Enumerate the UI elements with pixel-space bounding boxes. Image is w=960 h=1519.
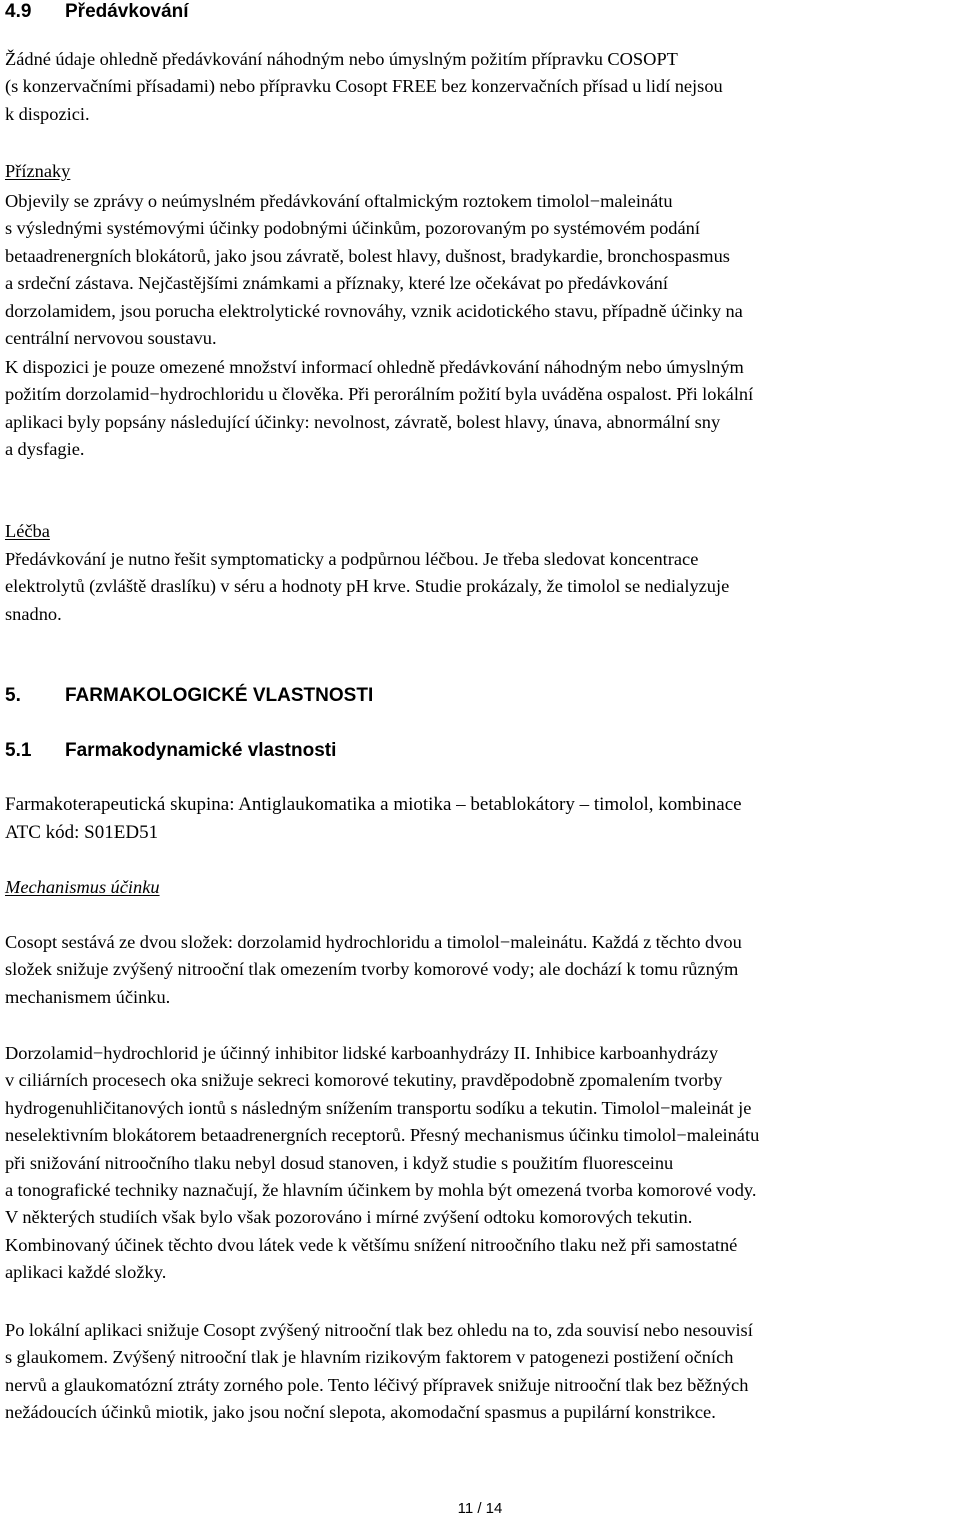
treatment-paragraph: Předávkování je nutno řešit symptomaticky a podpůrnou léčbou. Je třeba sledovat koncentrace elektrolytů (zvláště draslíku) v séru a hodnoty pH krve. Studie prokázaly, že timolol se nedialyzuje snadno. xyxy=(5,549,730,624)
section-number: 5.1 xyxy=(5,740,32,761)
section-5-1-heading xyxy=(5,739,336,763)
section-number: 4.9 xyxy=(5,1,32,22)
mechanism-paragraph-3: Po lokální aplikaci snižuje Cosopt zvýšený nitrooční tlak bez ohledu na to, zda souvisí nebo nesouvisí s glaukomem. Zvýšený nitrooční tlak je hlavním rizikovým faktorem v patogenezi postižení očních nervů a glaukomatózní ztráty zorného pole. Tento léčivý přípravek snižuje nitrooční tlak bez běžných nežádoucích účinků miotik, jako jsou noční slepota, akomodační spasmus a pupilární konstrikce. xyxy=(5,1320,753,1423)
mechanism-subheading: Mechanismus účinku xyxy=(5,877,160,897)
pharmacotherapeutic-group: Farmakoterapeutická skupina: Antiglaukomatika a miotika – betablokátory – timolol, kombinace xyxy=(5,794,742,815)
section-title: Farmakodynamické vlastnosti xyxy=(65,740,337,761)
treatment-subheading: Léčba xyxy=(5,521,50,541)
section-4-9-heading xyxy=(5,0,189,24)
mechanism-paragraph-2: Dorzolamid−hydrochlorid je účinný inhibitor lidské karboanhydrázy II. Inhibice karboanhydrázy v ciliárních procesech oka snižuje sekreci komorové tekutiny, pravděpodobně zpomalením tvorby hydrogenuhličitanových iontů s následným snížením transportu sodíku a tekutin. Timolol−maleinát je neselektivním blokátorem betaadrenergních receptorů. Přesný mechanismus účinku timolol−maleinátu při snižování nitroočního tlaku nebyl dosud stanoven, i když studie s použitím fluoresceinu a tonografické techniky naznačují, že hlavním účinkem by mohla být omezená tvorba komorové vody. V některých studiích však bylo však pozorováno i mírné zvýšení odtoku komorových tekutin. Kombinovaný účinek těchto dvou látek vede k většímu snížení nitroočního tlaku než při samostatné aplikaci každé složky. xyxy=(5,1043,760,1283)
section-5-heading xyxy=(5,684,373,708)
section-title: FARMAKOLOGICKÉ VLASTNOSTI xyxy=(65,685,374,706)
symptoms-paragraph: Objevily se zprávy o neúmyslném předávkování oftalmickým roztokem timolol−maleinátu s výslednými systémovými účinky podobnými účinkům, pozorovaným po systémovém podání betaadrenergních blokátorů, jako jsou závratě, bolest hlavy, dušnost, bradykardie, bronchospasmus a srdeční zástava. Nejčastějšími známkami a příznaky, které lze očekávat po předávkování dorzolamidem, jsou porucha elektrolytické rovnováhy, vznik acidotického stavu, případně účinky na centrální nervovou soustavu. xyxy=(5,191,743,349)
overdose-intro-paragraph: Žádné údaje ohledně předávkování náhodným nebo úmyslným požitím přípravku COSOPT (s konzervačními přísadami) nebo přípravku Cosopt FREE bez konzervačních přísad u lidí nejsou k dispozici. xyxy=(5,49,723,124)
page-number: 11 / 14 xyxy=(457,1500,503,1517)
mechanism-paragraph-1: Cosopt sestává ze dvou složek: dorzolamid hydrochloridu a timolol−maleinátu. Každá z těchto dvou složek snižuje zvýšený nitrooční tlak omezením tvorby komorové vody; ale dochází k tomu různým mechanismem účinku. xyxy=(5,932,742,1007)
dorzolamide-overdose-paragraph: K dispozici je pouze omezené množství informací ohledně předávkování náhodným nebo úmyslným požitím dorzolamid−hydrochloridu u člověka. Při perorálním požití byla uváděna ospalost. Při lokální aplikaci byly popsány následující účinky: nevolnost, závratě, bolest hlavy, únava, abnormální sny a dysfagie. xyxy=(5,357,754,460)
section-title: Předávkování xyxy=(65,1,189,22)
section-number: 5. xyxy=(5,685,21,706)
atc-code: ATC kód: S01ED51 xyxy=(5,822,159,843)
symptoms-subheading: Příznaky xyxy=(5,161,71,181)
